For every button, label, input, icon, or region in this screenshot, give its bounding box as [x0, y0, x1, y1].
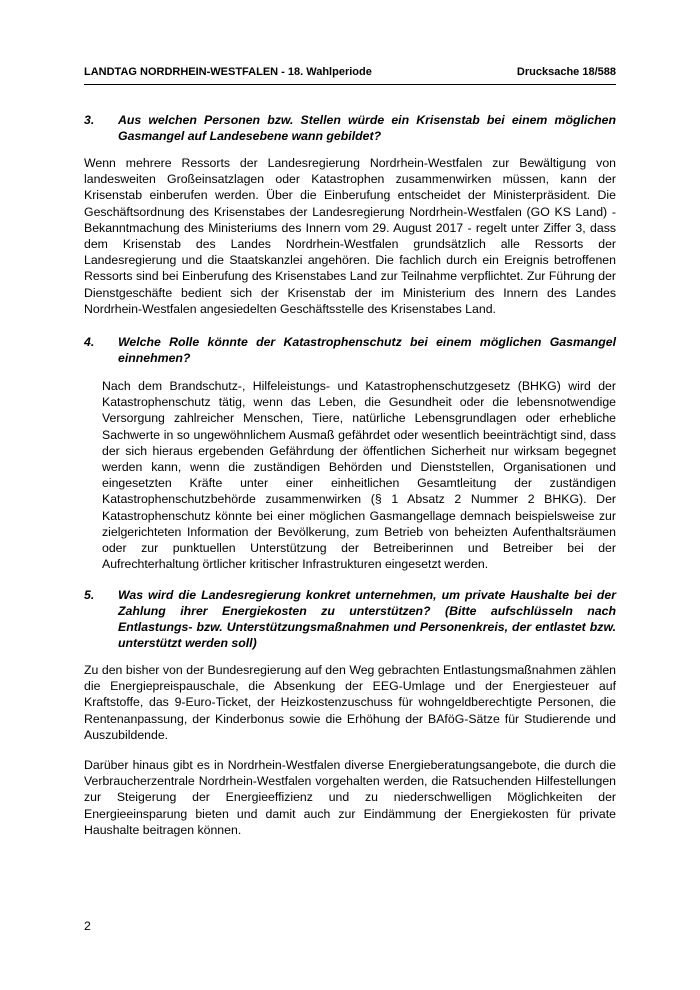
answer-4-paragraph: Nach dem Brandschutz-, Hilfeleistungs- und Katastrophenschutzgesetz (BHKG) wird der Katastrophenschutz tätig, wenn das Leben, die Gesundheit oder die lebensnotwendige Versorgung zahlreicher Menschen, Tiere, natürliche Lebensgrundlagen oder erhebliche Sachwerte in so ungewöhnlichem Ausmaß gefährdet oder wesentlich beeinträchtigt sind, dass der sich hieraus ergebenden Gefährdung der öffentlichen Sicherheit nur wirksam begegnet werden kann, wenn die zuständigen Behörden und Dienststellen, Organisationen und eingesetzten Kräfte unter einer einheitlichen Gesamtleitung der zuständigen Katastrophenschutzbehörde zusammenwirken (§ 1 Absatz 2 Nummer 2 BHKG). Der Katastrophenschutz könnte bei einer möglichen Gasmangellage demnach beispielsweise zur zielgerichteten Information der Bevölkerung, zum Betrieb von beheizten Aufenthaltsräumen oder zur punktuellen Unterstützung der Betreiberinnen und Betreiber bei der Aufrechterhaltung örtlicher kritischer Infrastrukturen eingesetzt werden.	[102, 379, 616, 572]
question-4	[84, 334, 616, 366]
question-number: 3.	[84, 113, 95, 127]
question-5	[84, 587, 616, 651]
header-title: LANDTAG NORDRHEIN-WESTFALEN - 18. Wahlperiode	[84, 66, 372, 78]
running-header	[84, 66, 616, 84]
question-text: Welche Rolle könnte der Katastrophenschutz bei einem möglichen Gasmangel einnehmen?	[118, 335, 616, 365]
question-number: 4.	[84, 335, 95, 349]
answer-5-paragraph-1: Zu den bisher von der Bundesregierung auf den Weg gebrachten Entlastungsmaßnahmen zählen die Energiepreispauschale, die Absenkung der EEG-Umlage und der Energiesteuer auf Kraftstoffe, das 9-Euro-Ticket, der Heizkostenzuschuss für wohngeldberechtigte Personen, die Rentenanpassung, der Kinderbonus sowie die Erhöhung der BAföG-Sätze für Studierende und Auszubildende.	[84, 663, 616, 742]
header-rule	[84, 84, 616, 85]
document-number: Drucksache 18/588	[516, 66, 616, 78]
question-3	[84, 112, 616, 144]
answer-3-paragraph: Wenn mehrere Ressorts der Landesregierung Nordrhein-Westfalen zur Bewältigung von landesweiten Großeinsatzlagen oder Katastrophen zusammenwirken müssen, kann der Krisenstab einberufen werden. Über die Einberufung entscheidet der Ministerpräsident. Die Geschäftsordnung des Krisenstabes der Landesregierung Nordrhein-Westfalen (GO KS Land) - Bekanntmachung des Ministeriums des Innern vom 29. August 2017 - regelt unter Ziffer 3, dass dem Krisenstab des Landes Nordrhein-Westfalen grundsätzlich alle Ressorts der Landesregierung und die Staatskanzlei angehören. Die fachlich durch ein Ereignis betroffenen Ressorts sind bei Einberufung des Krisenstabes Land zur Teilnahme verpflichtet. Zur Führung der Dienstgeschäfte bedient sich der Krisenstab der im Ministerium des Innern des Landes Nordrhein-Westfalen angesiedelten Geschäftsstelle des Krisenstabes Land.	[84, 156, 616, 316]
question-text: Aus welchen Personen bzw. Stellen würde ein Krisenstab bei einem möglichen Gasmangel auf Landesebene wann gebildet?	[118, 113, 616, 143]
answer-5-paragraph-2: Darüber hinaus gibt es in Nordrhein-Westfalen diverse Energieberatungsangebote, die durch die Verbraucherzentrale Nordrhein-Westfalen vorgehalten werden, die Ratsuchenden Hilfestellungen zur Steigerung der Energieeffizienz und zu niederschwelligen Möglichkeiten der Energieeinsparung bieten und damit auch zur Eindämmung der Energiekosten für private Haushalte beitragen können.	[84, 758, 616, 837]
question-text: Was wird die Landesregierung konkret unternehmen, um private Haushalte bei der Zahlung ihrer Energiekosten zu unterstützen? (Bitte aufschlüsseln nach Entlastungs- bzw. Unterstützungsmaßnahmen und Personenkreis, der entlastet bzw. unterstützt werden soll)	[118, 588, 616, 650]
question-number: 5.	[84, 588, 95, 602]
page-number: 2	[84, 919, 91, 933]
